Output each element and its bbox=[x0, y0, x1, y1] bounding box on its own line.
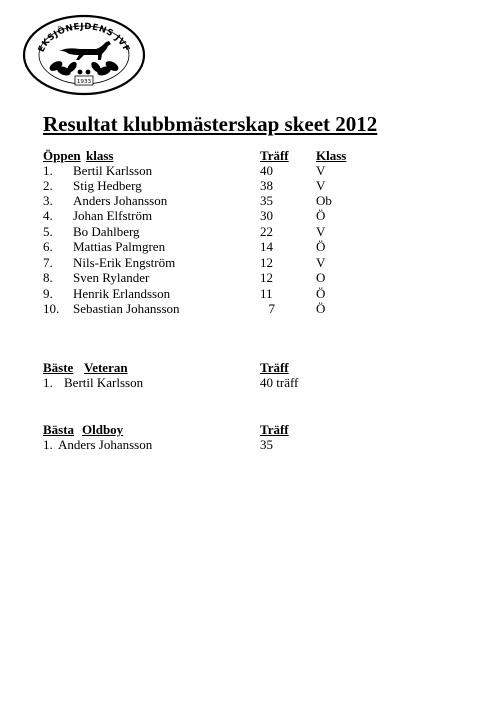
table-row bbox=[0, 286, 500, 302]
table-row bbox=[0, 208, 500, 224]
score bbox=[260, 301, 275, 317]
logo-year: 1933 bbox=[76, 79, 92, 85]
rank: 6. bbox=[43, 239, 53, 254]
class: Ö bbox=[316, 239, 326, 254]
shooter-name: Bertil Karlsson bbox=[64, 375, 144, 390]
class: V bbox=[316, 178, 326, 193]
class: Ö bbox=[316, 208, 326, 223]
score: 30 bbox=[260, 208, 273, 223]
shooter-name: Sebastian Johansson bbox=[73, 301, 180, 316]
rank: 9. bbox=[43, 286, 53, 301]
rank: 2. bbox=[43, 178, 53, 193]
class: V bbox=[316, 163, 326, 178]
shooter-name: Bertil Karlsson bbox=[73, 163, 153, 178]
table-row bbox=[0, 193, 500, 209]
table-row bbox=[0, 178, 500, 194]
veteran-score-header: Träff bbox=[260, 360, 289, 375]
class: V bbox=[316, 255, 326, 270]
table-row bbox=[0, 255, 500, 271]
score: 40 bbox=[260, 163, 273, 178]
oldboy-title-2: Oldboy bbox=[82, 422, 124, 437]
score: 35 bbox=[260, 437, 273, 452]
table-row bbox=[0, 224, 500, 240]
veteran-title-2: Veteran bbox=[84, 360, 128, 375]
class: Ö bbox=[316, 301, 326, 316]
score: 12 bbox=[260, 270, 273, 285]
list-item bbox=[0, 375, 500, 391]
class: O bbox=[316, 270, 326, 285]
table-row bbox=[0, 163, 500, 179]
score: 12 bbox=[260, 255, 273, 270]
table-row bbox=[0, 301, 500, 317]
open-class-title-2: klass bbox=[86, 148, 114, 163]
veteran-header bbox=[0, 360, 500, 376]
rank: 7. bbox=[43, 255, 53, 270]
rank: 1. bbox=[43, 375, 53, 390]
score: 14 bbox=[260, 239, 273, 254]
rank: 10. bbox=[43, 301, 60, 316]
score: 22 bbox=[260, 224, 273, 239]
table-row bbox=[0, 270, 500, 286]
oldboy-title-1: Bästa bbox=[43, 422, 75, 437]
rank: 8. bbox=[43, 270, 53, 285]
shooter-name: Nils-Erik Engström bbox=[73, 255, 176, 270]
shooter-name: Sven Rylander bbox=[73, 270, 150, 285]
rank: 4. bbox=[43, 208, 53, 223]
shooter-name: Henrik Erlandsson bbox=[73, 286, 171, 301]
page-title: Resultat klubbmästerskap skeet 2012 bbox=[43, 112, 378, 136]
shooter-name: Johan Elfström bbox=[73, 208, 153, 223]
class: V bbox=[316, 224, 326, 239]
open-class-title-1: Öppen bbox=[43, 148, 81, 163]
list-item bbox=[0, 437, 500, 453]
class: Ob bbox=[316, 193, 332, 208]
rank: 1. bbox=[43, 163, 53, 178]
rank: 1. bbox=[43, 437, 53, 452]
score-column-header: Träff bbox=[260, 148, 289, 163]
score-value: 7 bbox=[268, 301, 275, 316]
class-column-header: Klass bbox=[316, 148, 347, 163]
rank: 5. bbox=[43, 224, 53, 239]
open-class-header bbox=[0, 148, 500, 164]
rank: 3. bbox=[43, 193, 53, 208]
shooter-name: Bo Dahlberg bbox=[73, 224, 140, 239]
score: 40 träff bbox=[260, 375, 299, 390]
club-logo bbox=[22, 14, 146, 96]
score: 11 bbox=[260, 286, 273, 301]
oldboy-header bbox=[0, 422, 500, 438]
score: 35 bbox=[260, 193, 273, 208]
shooter-name: Anders Johansson bbox=[73, 193, 168, 208]
shooter-name: Anders Johansson bbox=[58, 437, 153, 452]
score: 38 bbox=[260, 178, 273, 193]
class: Ö bbox=[316, 286, 326, 301]
table-row bbox=[0, 239, 500, 255]
shooter-name: Stig Hedberg bbox=[73, 178, 142, 193]
shooter-name: Mattias Palmgren bbox=[73, 239, 166, 254]
logo-club-name: EKSJÖNEJDENS JVF bbox=[36, 21, 132, 54]
oldboy-score-header: Träff bbox=[260, 422, 289, 437]
veteran-title-1: Bäste bbox=[43, 360, 74, 375]
